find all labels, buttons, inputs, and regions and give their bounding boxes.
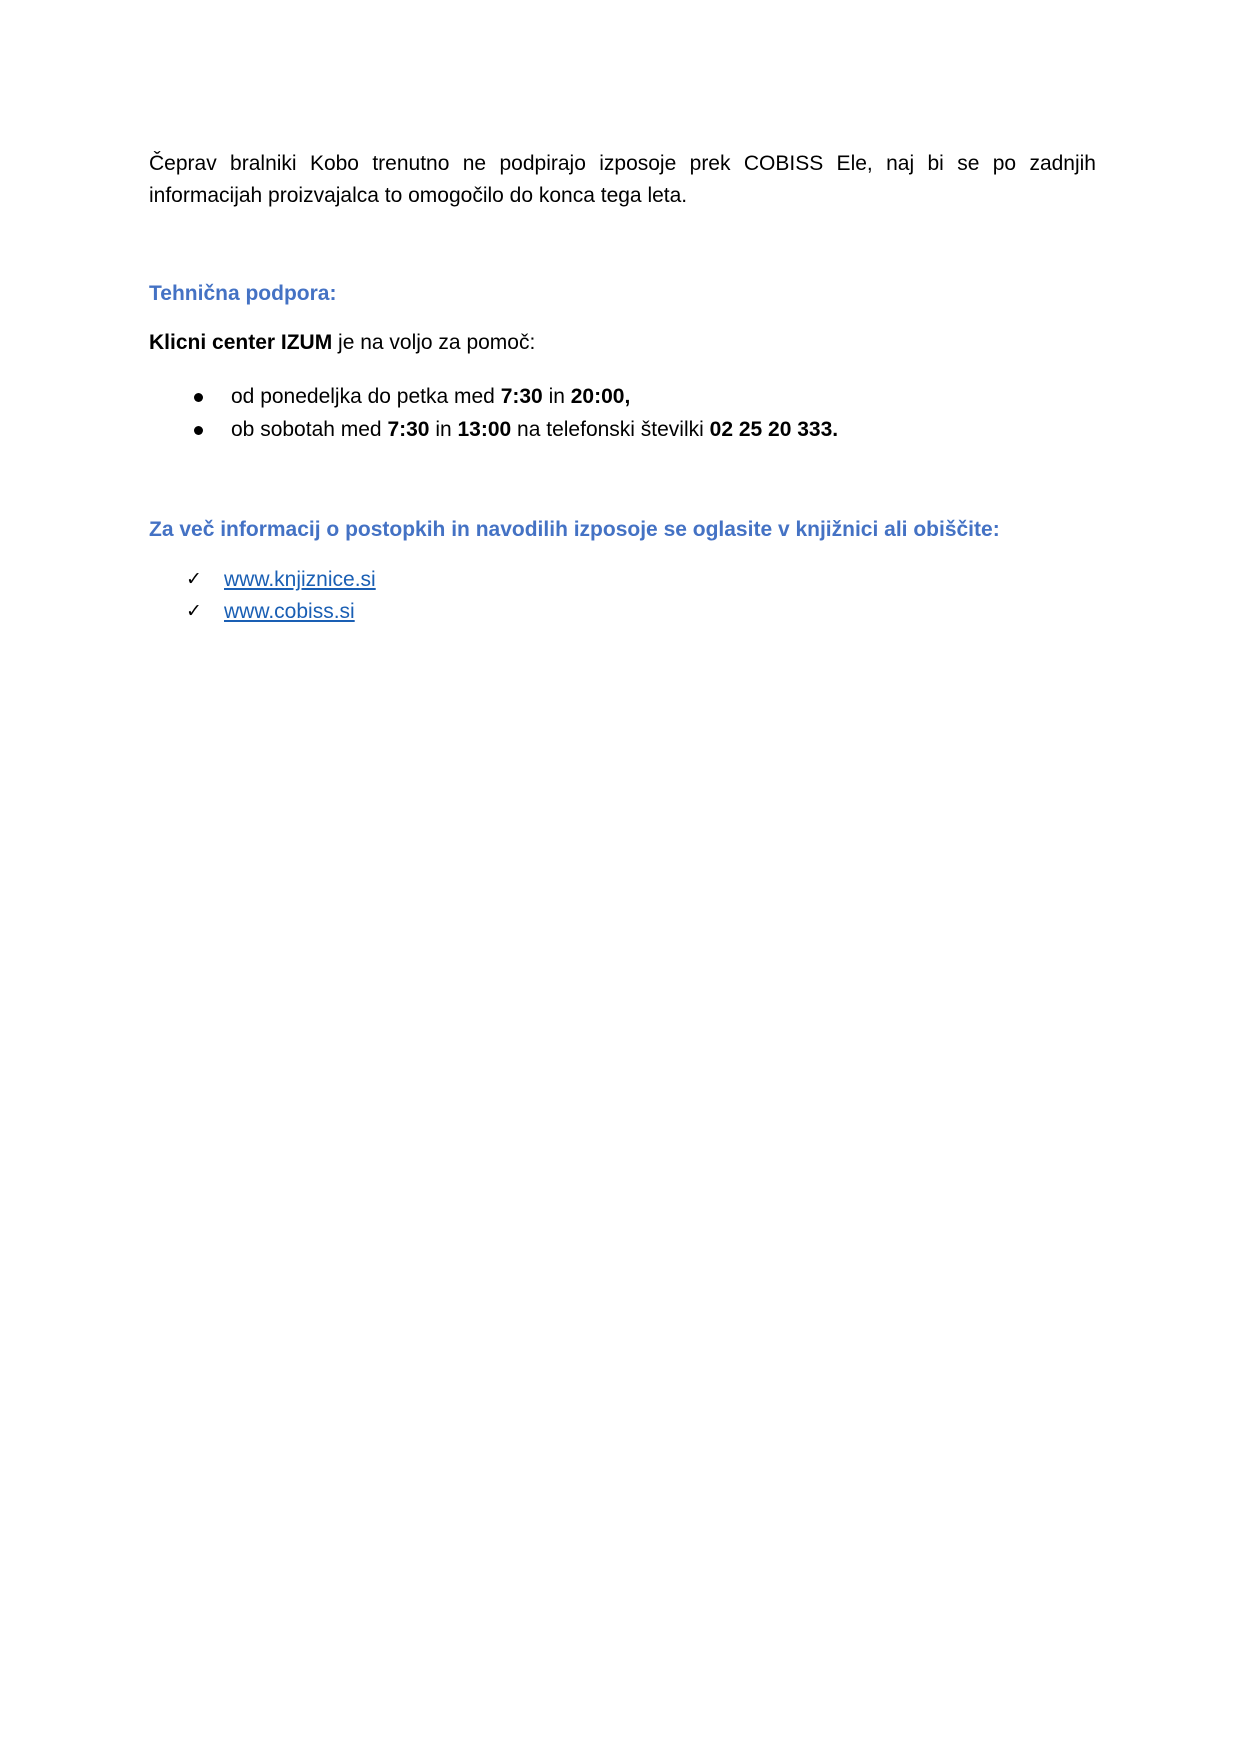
hours-item-weekdays: od ponedeljka do petka med 7:30 in 20:00, — [149, 380, 1096, 413]
bullet-icon — [194, 393, 203, 402]
link-item-knjiznice — [149, 564, 1096, 596]
checkmark-icon: ✓ — [186, 600, 202, 622]
support-heading: Tehnična podpora: — [149, 282, 337, 305]
link-knjiznice[interactable]: www.knjiznice.si — [224, 568, 376, 591]
info-heading: Za več informacij o postopkih in navodilih izposoje se oglasite v knjižnici ali obiščite: — [149, 518, 1000, 541]
contact-line — [149, 327, 1096, 359]
link-item-cobiss — [149, 596, 1096, 628]
contact-rest: je na voljo za pomoč: — [332, 331, 536, 354]
phone-number: 02 25 20 333. — [709, 418, 839, 441]
hours-list — [149, 380, 1096, 446]
document-page — [149, 148, 1096, 628]
checkmark-icon: ✓ — [186, 568, 202, 590]
intro-paragraph: Čeprav bralniki Kobo trenutno ne podpirajo izposoje prek COBISS Ele, naj bi se po zadnjih informacijah proizvajalca to omogočilo do konca tega leta. — [149, 152, 1096, 207]
bullet-icon — [194, 426, 203, 435]
hours-item-saturday: ob sobotah med 7:30 in 13:00 na telefonski številki 02 25 20 333. — [149, 413, 1096, 446]
contact-name: Klicni center IZUM — [149, 331, 333, 354]
link-cobiss[interactable]: www.cobiss.si — [224, 600, 355, 623]
links-list — [149, 564, 1096, 628]
